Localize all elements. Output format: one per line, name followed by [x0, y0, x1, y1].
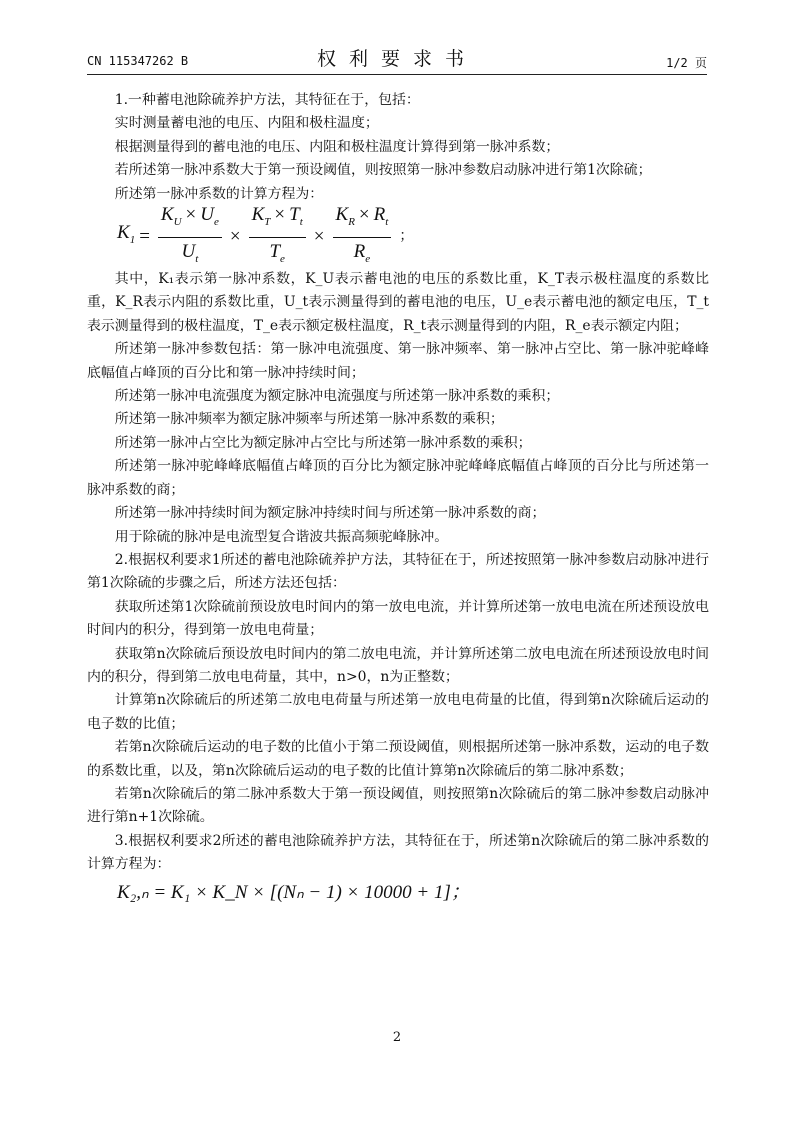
claim-paragraph: 所述第一脉冲持续时间为额定脉冲持续时间与所述第一脉冲系数的商； [114, 505, 546, 522]
claim-paragraph: 1.一种蓄电池除硫养护方法，其特征在于，包括： [114, 92, 420, 108]
claims-body [87, 89, 709, 917]
claim-paragraph: 3.根据权利要求2所述的蓄电池除硫养护方法，其特征在于，所述第n次除硫后的第二脉冲系数的计算方程为： [87, 832, 709, 873]
claim-paragraph: 所述第一脉冲驼峰峰底幅值占峰顶的百分比为额定脉冲驼峰峰底幅值占峰顶的百分比与所述第一脉冲系数的商； [87, 458, 709, 498]
header-rule [87, 74, 707, 75]
document-number: CN 115347262 B [87, 54, 189, 68]
formula-k2n-text: K₂,ₙ = K₁ × K_N × [(Nₙ − 1) × 10000 + 1]； [117, 881, 470, 903]
formula-k2n [87, 877, 709, 917]
claim-paragraph: 其中，K₁表示第一脉冲系数，K_U表示蓄电池的电压的系数比重，K_T表示极柱温度的系数比重，K_R表示内阻的系数比重，U_t表示测量得到的蓄电池的电压，U_e表示蓄电池的额定电压，T_t表示测量得到的极柱温度，T_e表示额定极柱温度，R_t表示测量得到的内阻，R_e表示额定内阻； [87, 271, 709, 334]
claim-paragraph: 用于除硫的脉冲是电流型复合谐波共振高频驼峰脉冲。 [114, 528, 449, 545]
claim-paragraph: 所述第一脉冲系数的计算方程为： [114, 185, 324, 202]
claim-paragraph: 所述第一脉冲参数包括：第一脉冲电流强度、第一脉冲频率、第一脉冲占空比、第一脉冲驼峰峰底幅值占峰顶的百分比和第一脉冲持续时间； [87, 341, 709, 381]
claim-paragraph: 计算第n次除硫后的所述第二放电电荷量与所述第一放电电荷量的比值，得到第n次除硫后运动的电子数的比值； [87, 692, 709, 732]
claim-paragraph: 若第n次除硫后的第二脉冲系数大于第一预设阈值，则按照第n次除硫后的第二脉冲参数启动脉冲进行第n+1次除硫。 [87, 785, 709, 826]
claim-paragraph: 若第n次除硫后运动的电子数的比值小于第二预设阈值，则根据所述第一脉冲系数，运动的电子数的系数比重，以及，第n次除硫后运动的电子数的比值计算第n次除硫后的第二脉冲系数； [87, 739, 709, 779]
claim-paragraph: 获取所述第1次除硫前预设放电时间内的第一放电电流，并计算所述第一放电电流在所述预设放电时间内的积分，得到第一放电电荷量； [87, 598, 709, 639]
page-label: 1/2 页 [666, 56, 707, 70]
fraction-temperature: $\frac{K_T \times T_t}{T_e}$ [249, 203, 306, 270]
claim-paragraph: 若所述第一脉冲系数大于第一预设阈值，则按照第一脉冲参数启动脉冲进行第1次除硫； [114, 162, 652, 179]
claim-paragraph: 所述第一脉冲电流强度为额定脉冲电流强度与所述第一脉冲系数的乘积； [114, 388, 560, 405]
formula-k1: $K_1$ = $\frac{K_U \times U_e}{U_t}$ × $\frac{K_T \times T_t}{T_e}$ × $\frac{K_R \times R_t}{R_e}$ ； [87, 206, 709, 268]
formula-lhs: $K_1$ [117, 222, 136, 247]
fraction-voltage: $\frac{K_U \times U_e}{U_t}$ [158, 203, 222, 270]
claim-paragraph: 2.根据权利要求1所述的蓄电池除硫养护方法，其特征在于，所述按照第一脉冲参数启动脉冲进行第1次除硫的步骤之后，所述方法还包括： [87, 551, 709, 592]
claim-paragraph: 根据测量得到的蓄电池的电压、内阻和极柱温度计算得到第一脉冲系数； [114, 138, 560, 155]
fraction-resistance: $\frac{K_R \times R_t}{R_e}$ [333, 203, 392, 270]
claim-paragraph: 所述第一脉冲频率为额定脉冲频率与所述第一脉冲系数的乘积； [114, 411, 504, 428]
claim-paragraph: 实时测量蓄电池的电压、内阻和极柱温度； [114, 115, 379, 132]
page-title: 权利要求书 [316, 48, 477, 70]
claim-paragraph: 获取第n次除硫后预设放电时间内的第二放电电流，并计算所述第二放电电流在所述预设放电时间内的积分，得到第二放电电荷量，其中，n>0，n为正整数； [87, 645, 709, 685]
page-number: 2 [392, 1030, 402, 1045]
equals-sign: = [139, 226, 150, 248]
claim-paragraph: 所述第一脉冲占空比为额定脉冲占空比与所述第一脉冲系数的乘积； [114, 434, 532, 451]
